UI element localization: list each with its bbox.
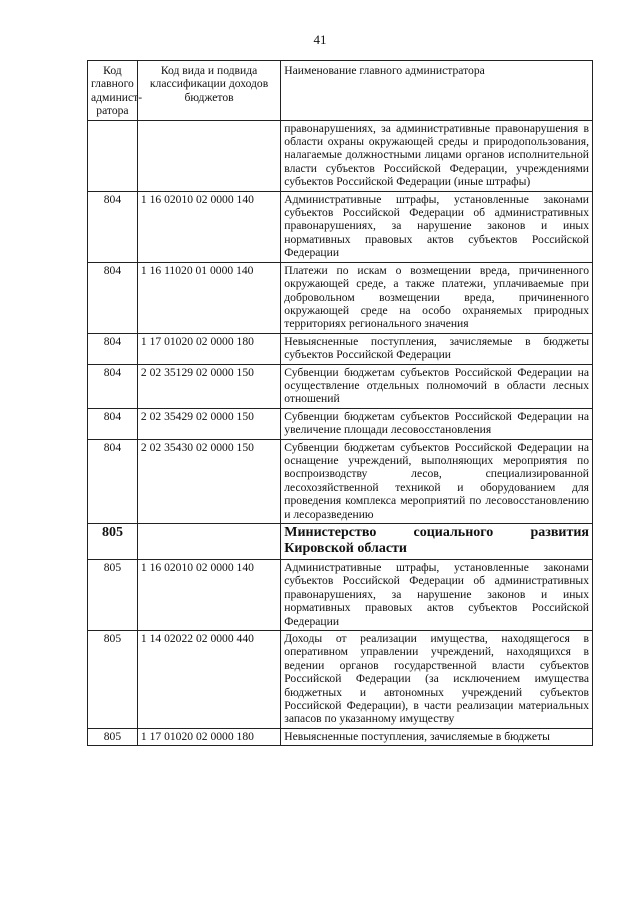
income-code-cell (137, 120, 280, 191)
admin-code-cell: 804 (88, 439, 138, 523)
admin-code-cell: 804 (88, 191, 138, 262)
admin-name-cell: Субвенции бюджетам субъектов Российской Федерации на оснащение учреждений, выполняющих мероприятия по воспроизводству лесов, специализированной лесохозяйственной техникой и оборудованием для проведения комплекса мероприятий по лесовосстановлению и лесоразведению (281, 439, 593, 523)
admin-code-cell: 804 (88, 333, 138, 364)
income-classification-table (87, 60, 593, 746)
admin-name-cell (281, 728, 593, 745)
income-code-cell: 2 02 35430 02 0000 150 (137, 439, 280, 523)
admin-name-cell: Невыясненные поступления, зачисляемые в бюджеты субъектов Российской Федерации (281, 333, 593, 364)
table-row (88, 728, 593, 745)
income-code-cell: 2 02 35129 02 0000 150 (137, 364, 280, 408)
admin-name-cell: Административные штрафы, установленные законами субъектов Российской Федерации об административных правонарушениях, за нарушение законов и иных нормативных правовых актов субъектов Российской Федерации (281, 560, 593, 631)
table-row (88, 333, 593, 364)
header-admin-name: Наименование главного администратора (281, 61, 593, 121)
admin-code-cell: 805 (88, 560, 138, 631)
table-row (88, 364, 593, 408)
table-row (88, 408, 593, 439)
admin-code-cell: 805 (88, 631, 138, 729)
table-row (88, 191, 593, 262)
admin-name-cell: правонарушениях, за административные правонарушения в области охраны окружающей среды и природопользования, налагаемые должностными лицами органов исполнительной власти субъектов Российской Федерации, учреждениями субъектов Российской Федерации (иные штрафы) (281, 120, 593, 191)
admin-code-cell: 804 (88, 262, 138, 333)
admin-name-cell: Субвенции бюджетам субъектов Российской Федерации на увеличение площади лесовосстановления (281, 408, 593, 439)
admin-code-cell (88, 120, 138, 191)
page-number: 41 (313, 32, 327, 47)
income-code-cell: 1 17 01020 02 0000 180 (137, 728, 280, 745)
income-code-cell: 1 17 01020 02 0000 180 (137, 333, 280, 364)
table-row (88, 262, 593, 333)
admin-name-cell: Доходы от реализации имущества, находящегося в оперативном управлении учреждений, находящихся в ведении органов государственной власти субъектов Российской Федерации (за исключением имущества бюджетных и автономных учреждений субъектов Российской Федерации), в части реализации материальных запасов по указанному имуществу (281, 631, 593, 729)
header-admin-code: Код главного админист-ратора (88, 61, 138, 121)
admin-name-text: Невыясненные поступления, зачисляемые в бюджеты (284, 729, 550, 743)
admin-name-cell: Административные штрафы, установленные законами субъектов Российской Федерации об административных правонарушениях, за нарушение законов и иных нормативных правовых актов субъектов Российской Федерации (281, 191, 593, 262)
table-row (88, 560, 593, 631)
income-code-cell: 1 16 02010 02 0000 140 (137, 560, 280, 631)
table-row (88, 120, 593, 191)
table-row (88, 631, 593, 729)
admin-name-cell: Субвенции бюджетам субъектов Российской Федерации на осуществление отдельных полномочий в области лесных отношений (281, 364, 593, 408)
admin-code-cell: 804 (88, 364, 138, 408)
admin-code-cell: 805 (88, 728, 138, 745)
income-code-cell (137, 524, 280, 560)
admin-code-cell: 804 (88, 408, 138, 439)
admin-name-cell: Платежи по искам о возмещении вреда, причиненного окружающей среде, а также платежи, уплачиваемые при добровольном возмещении вреда, причиненного окружающей среде на особо охраняемых природных территориях регионального значения (281, 262, 593, 333)
income-code-cell: 1 16 11020 01 0000 140 (137, 262, 280, 333)
table-section-row (88, 524, 593, 560)
income-code-cell: 1 16 02010 02 0000 140 (137, 191, 280, 262)
income-code-cell: 2 02 35429 02 0000 150 (137, 408, 280, 439)
admin-code-cell: 805 (88, 524, 138, 560)
income-code-cell: 1 14 02022 02 0000 440 (137, 631, 280, 729)
table-header-row (88, 61, 593, 121)
table-row (88, 439, 593, 523)
header-income-code: Код вида и подвида классификации доходов бюджетов (137, 61, 280, 121)
admin-name-cell: Министерство социального развития Кировской области (281, 524, 593, 560)
